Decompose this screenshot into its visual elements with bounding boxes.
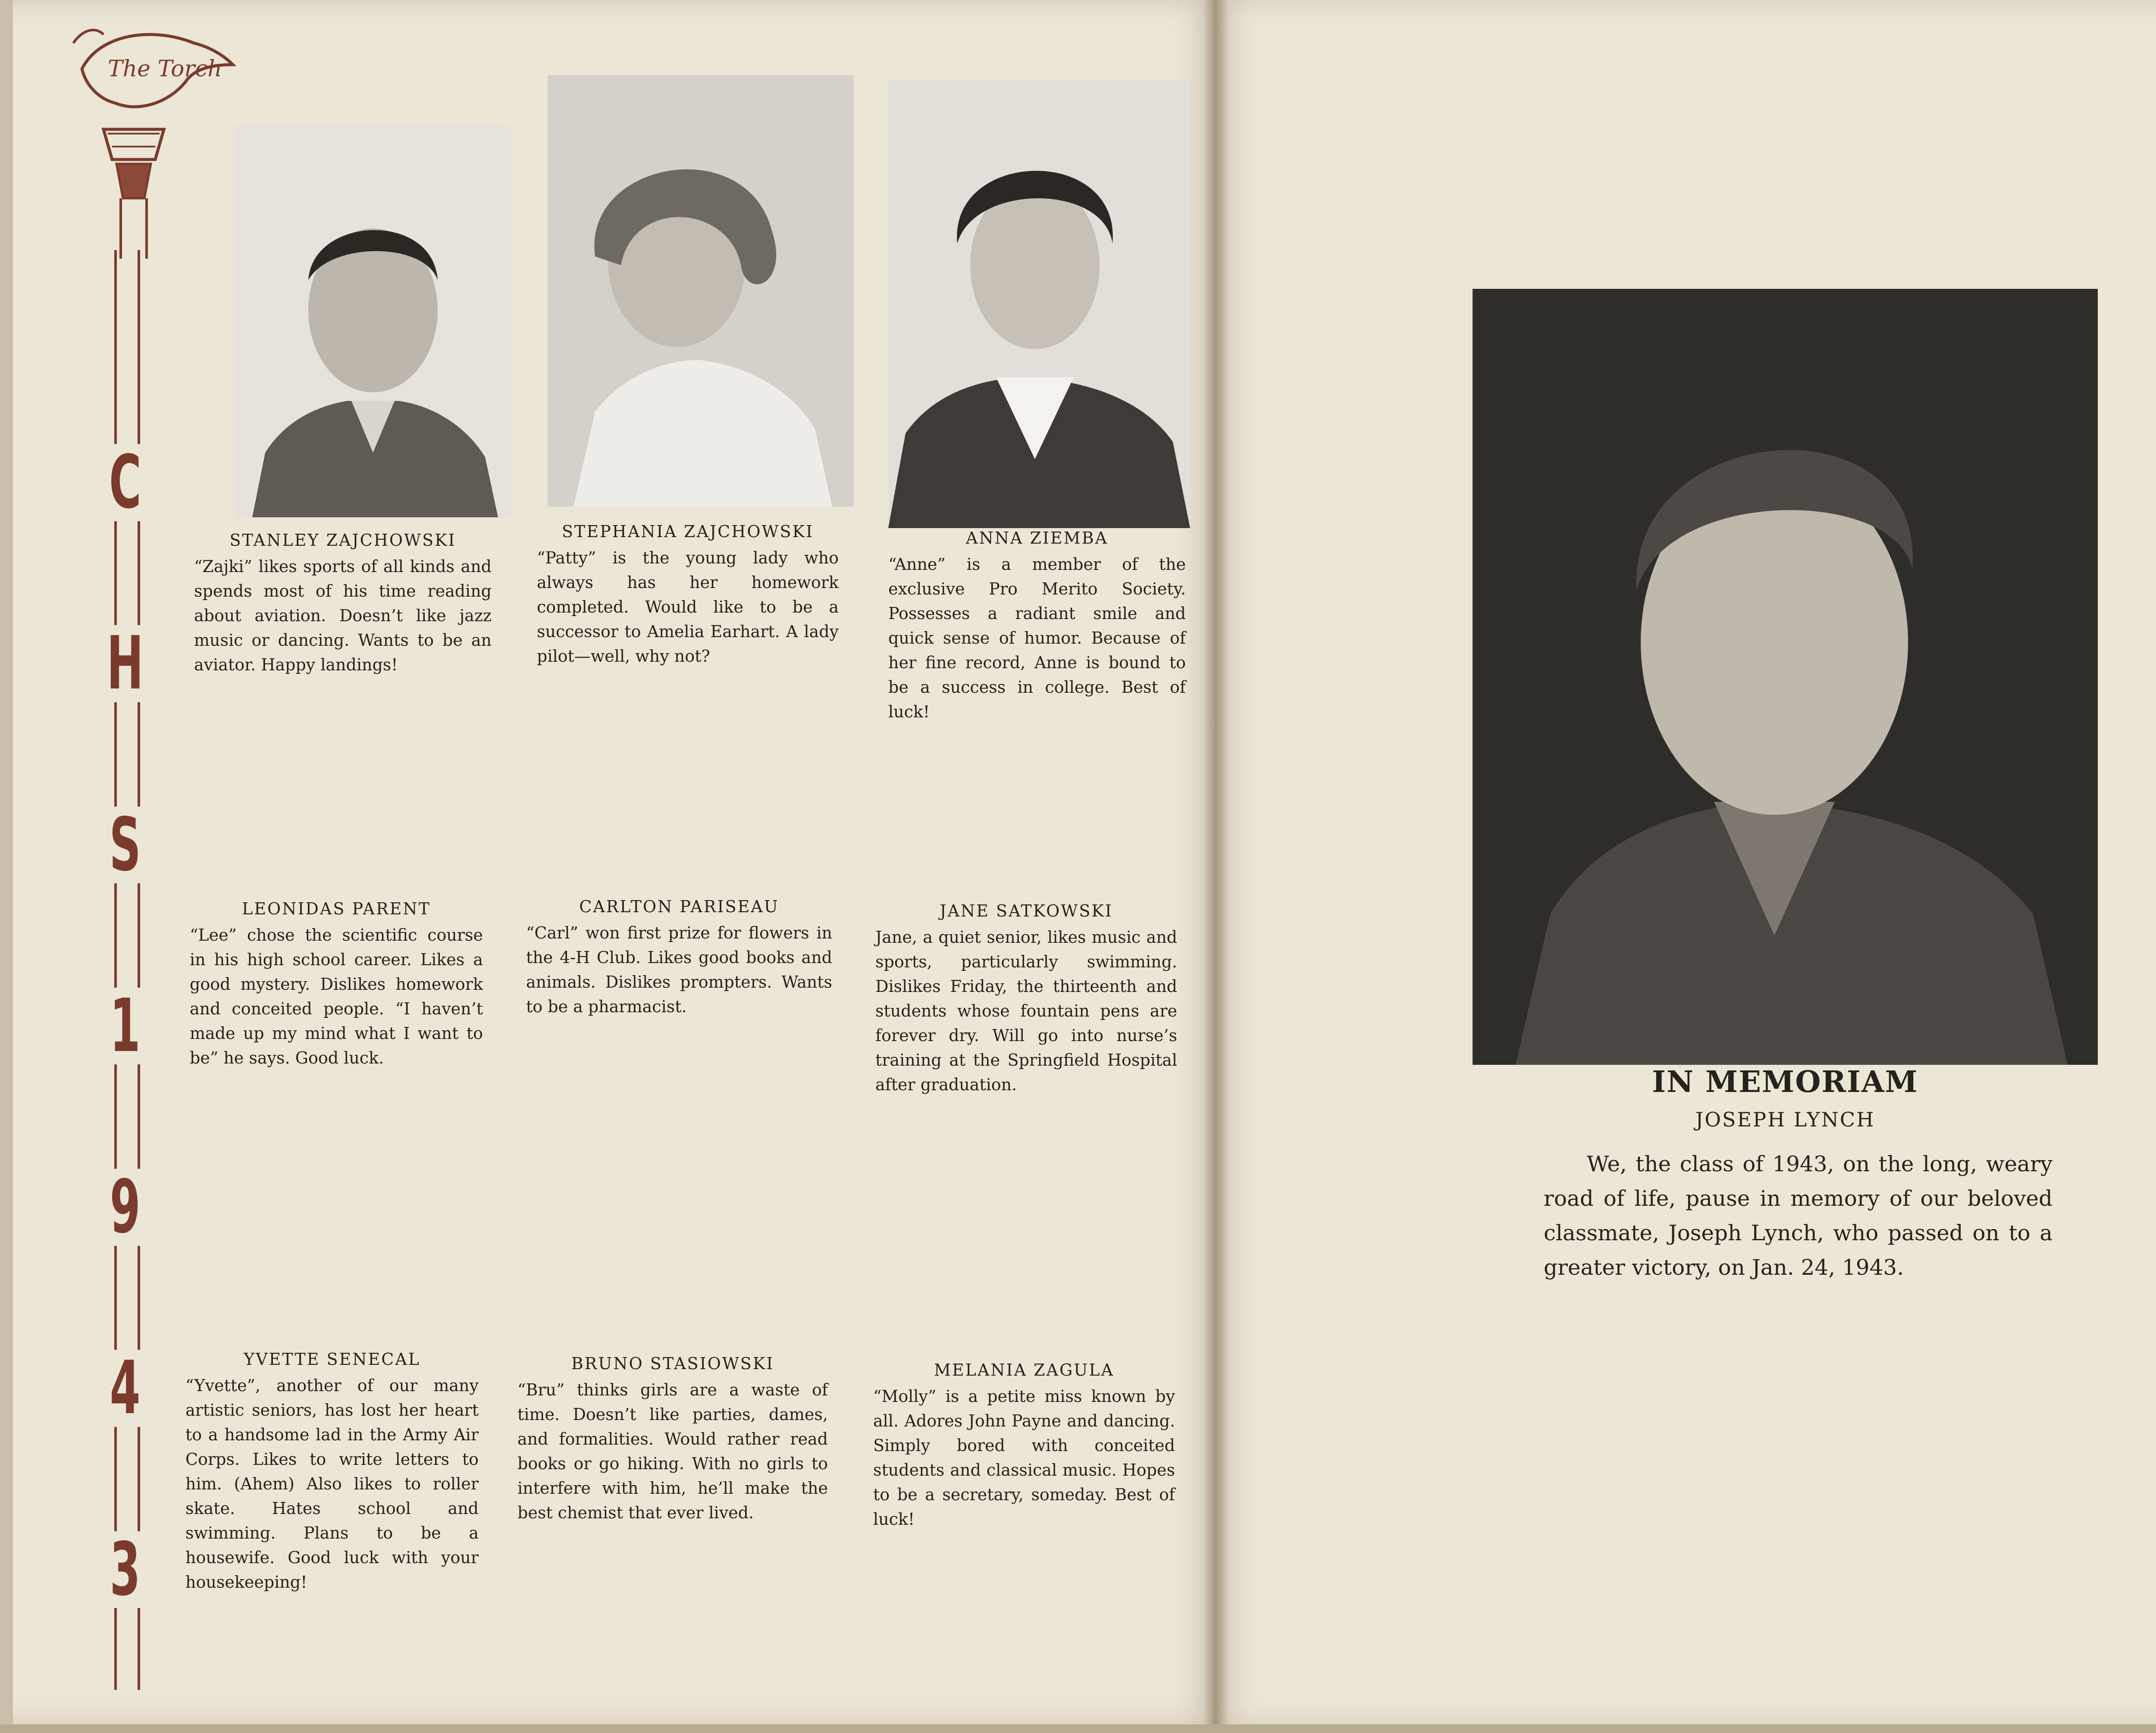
student-bio: “Bru” thinks girls are a waste of time. Doesn’t like parties, dames, and formalities. Would rather read books or go hiking. With no girls to interfere with him, he’ll make the best chemist that ever lived. (517, 1380, 828, 1522)
portrait-anna (888, 80, 1190, 528)
torch-icon (65, 17, 237, 259)
student-entry (190, 897, 483, 1070)
memoriam-text: We, the class of 1943, on the long, weary road of life, pause in memory of our beloved classmate, Joseph Lynch, who passed on to a greater victory, on Jan. 24, 1943. (1544, 1151, 2053, 1280)
portrait-stanley (235, 125, 511, 517)
book-edge (0, 0, 13, 1724)
student-name: YVETTE SENECAL (244, 1350, 420, 1369)
student-bio: “Carl” won first prize for flowers in the 4-H Club. Likes good books and animals. Dislikes prompters. Wants to be a pharmacist. (526, 923, 832, 1016)
student-entry (873, 1358, 1175, 1532)
memoriam-portrait (1473, 289, 2098, 1065)
student-entry (526, 895, 832, 1019)
student-bio: “Molly” is a petite miss known by all. Adores John Payne and dancing. Simply bored with conceited students and classical music. Hopes to be a secretary, someday. Best of luck! (873, 1387, 1175, 1529)
student-entry (888, 526, 1186, 724)
portrait-stephania (548, 75, 854, 507)
student-entry (537, 519, 839, 669)
side-letter: 9 (110, 1164, 141, 1250)
side-letter: S (109, 802, 141, 888)
student-name: STEPHANIA ZAJCHOWSKI (562, 522, 814, 541)
student-bio: “Zajki” likes sports of all kinds and spends most of his time reading about aviation. Doesn’t like jazz music or dancing. Wants to be an aviator. Happy landings! (194, 557, 492, 674)
torch-logo-text: The Torch (108, 56, 222, 82)
student-bio: “Lee” chose the scientific course in his high school career. Likes a good mystery. Dislikes homework and conceited people. “I haven’t made up my mind what I want to be” he says. Good luck. (190, 926, 483, 1067)
side-letter: C (109, 440, 141, 525)
student-entry (185, 1347, 479, 1595)
student-name: ANNA ZIEMBA (966, 529, 1108, 547)
memoriam-name: JOSEPH LYNCH (1695, 1108, 1875, 1131)
student-bio: Jane, a quiet senior, likes music and sports, particularly swimming. Dislikes Friday, the thirteenth and students whose fountain pens are forever dry. Will go into nurse’s training at the Springfield Hospital after graduation. (875, 928, 1177, 1094)
student-entry (875, 899, 1177, 1097)
student-bio: “Patty” is the young lady who always has her homework completed. Would like to be a successor to Amelia Earhart. A lady pilot—well, why not? (537, 548, 839, 666)
student-entry (194, 528, 492, 677)
student-name: STANLEY ZAJCHOWSKI (229, 531, 456, 550)
student-name: JANE SATKOWSKI (940, 901, 1113, 920)
student-name: LEONIDAS PARENT (242, 899, 431, 918)
memoriam-title: IN MEMORIAM (1652, 1065, 1918, 1099)
student-entry (517, 1351, 828, 1525)
student-bio: “Anne” is a member of the exclusive Pro Merito Society. Possesses a radiant smile and quick sense of humor. Because of her fine record, Anne is bound to be a success in college. Best of luck! (888, 555, 1186, 721)
student-name: BRUNO STASIOWSKI (571, 1354, 774, 1373)
side-letters (91, 440, 160, 1612)
book-gutter (1203, 0, 1229, 1724)
side-letter: 3 (110, 1527, 141, 1612)
side-letter: 4 (110, 1345, 141, 1431)
side-letter: H (107, 621, 144, 707)
student-name: MELANIA ZAGULA (934, 1361, 1114, 1380)
student-name: CARLTON PARISEAU (579, 897, 779, 916)
student-bio: “Yvette”, another of our many artistic seniors, has lost her heart to a handsome lad in the Army Air Corps. Likes to write letters to him. (Ahem) Also likes to roller skate. Hates school and swimming. Plans to be a housewife. Good luck with your housekeeping! (185, 1376, 479, 1592)
side-letter: 1 (110, 983, 141, 1069)
